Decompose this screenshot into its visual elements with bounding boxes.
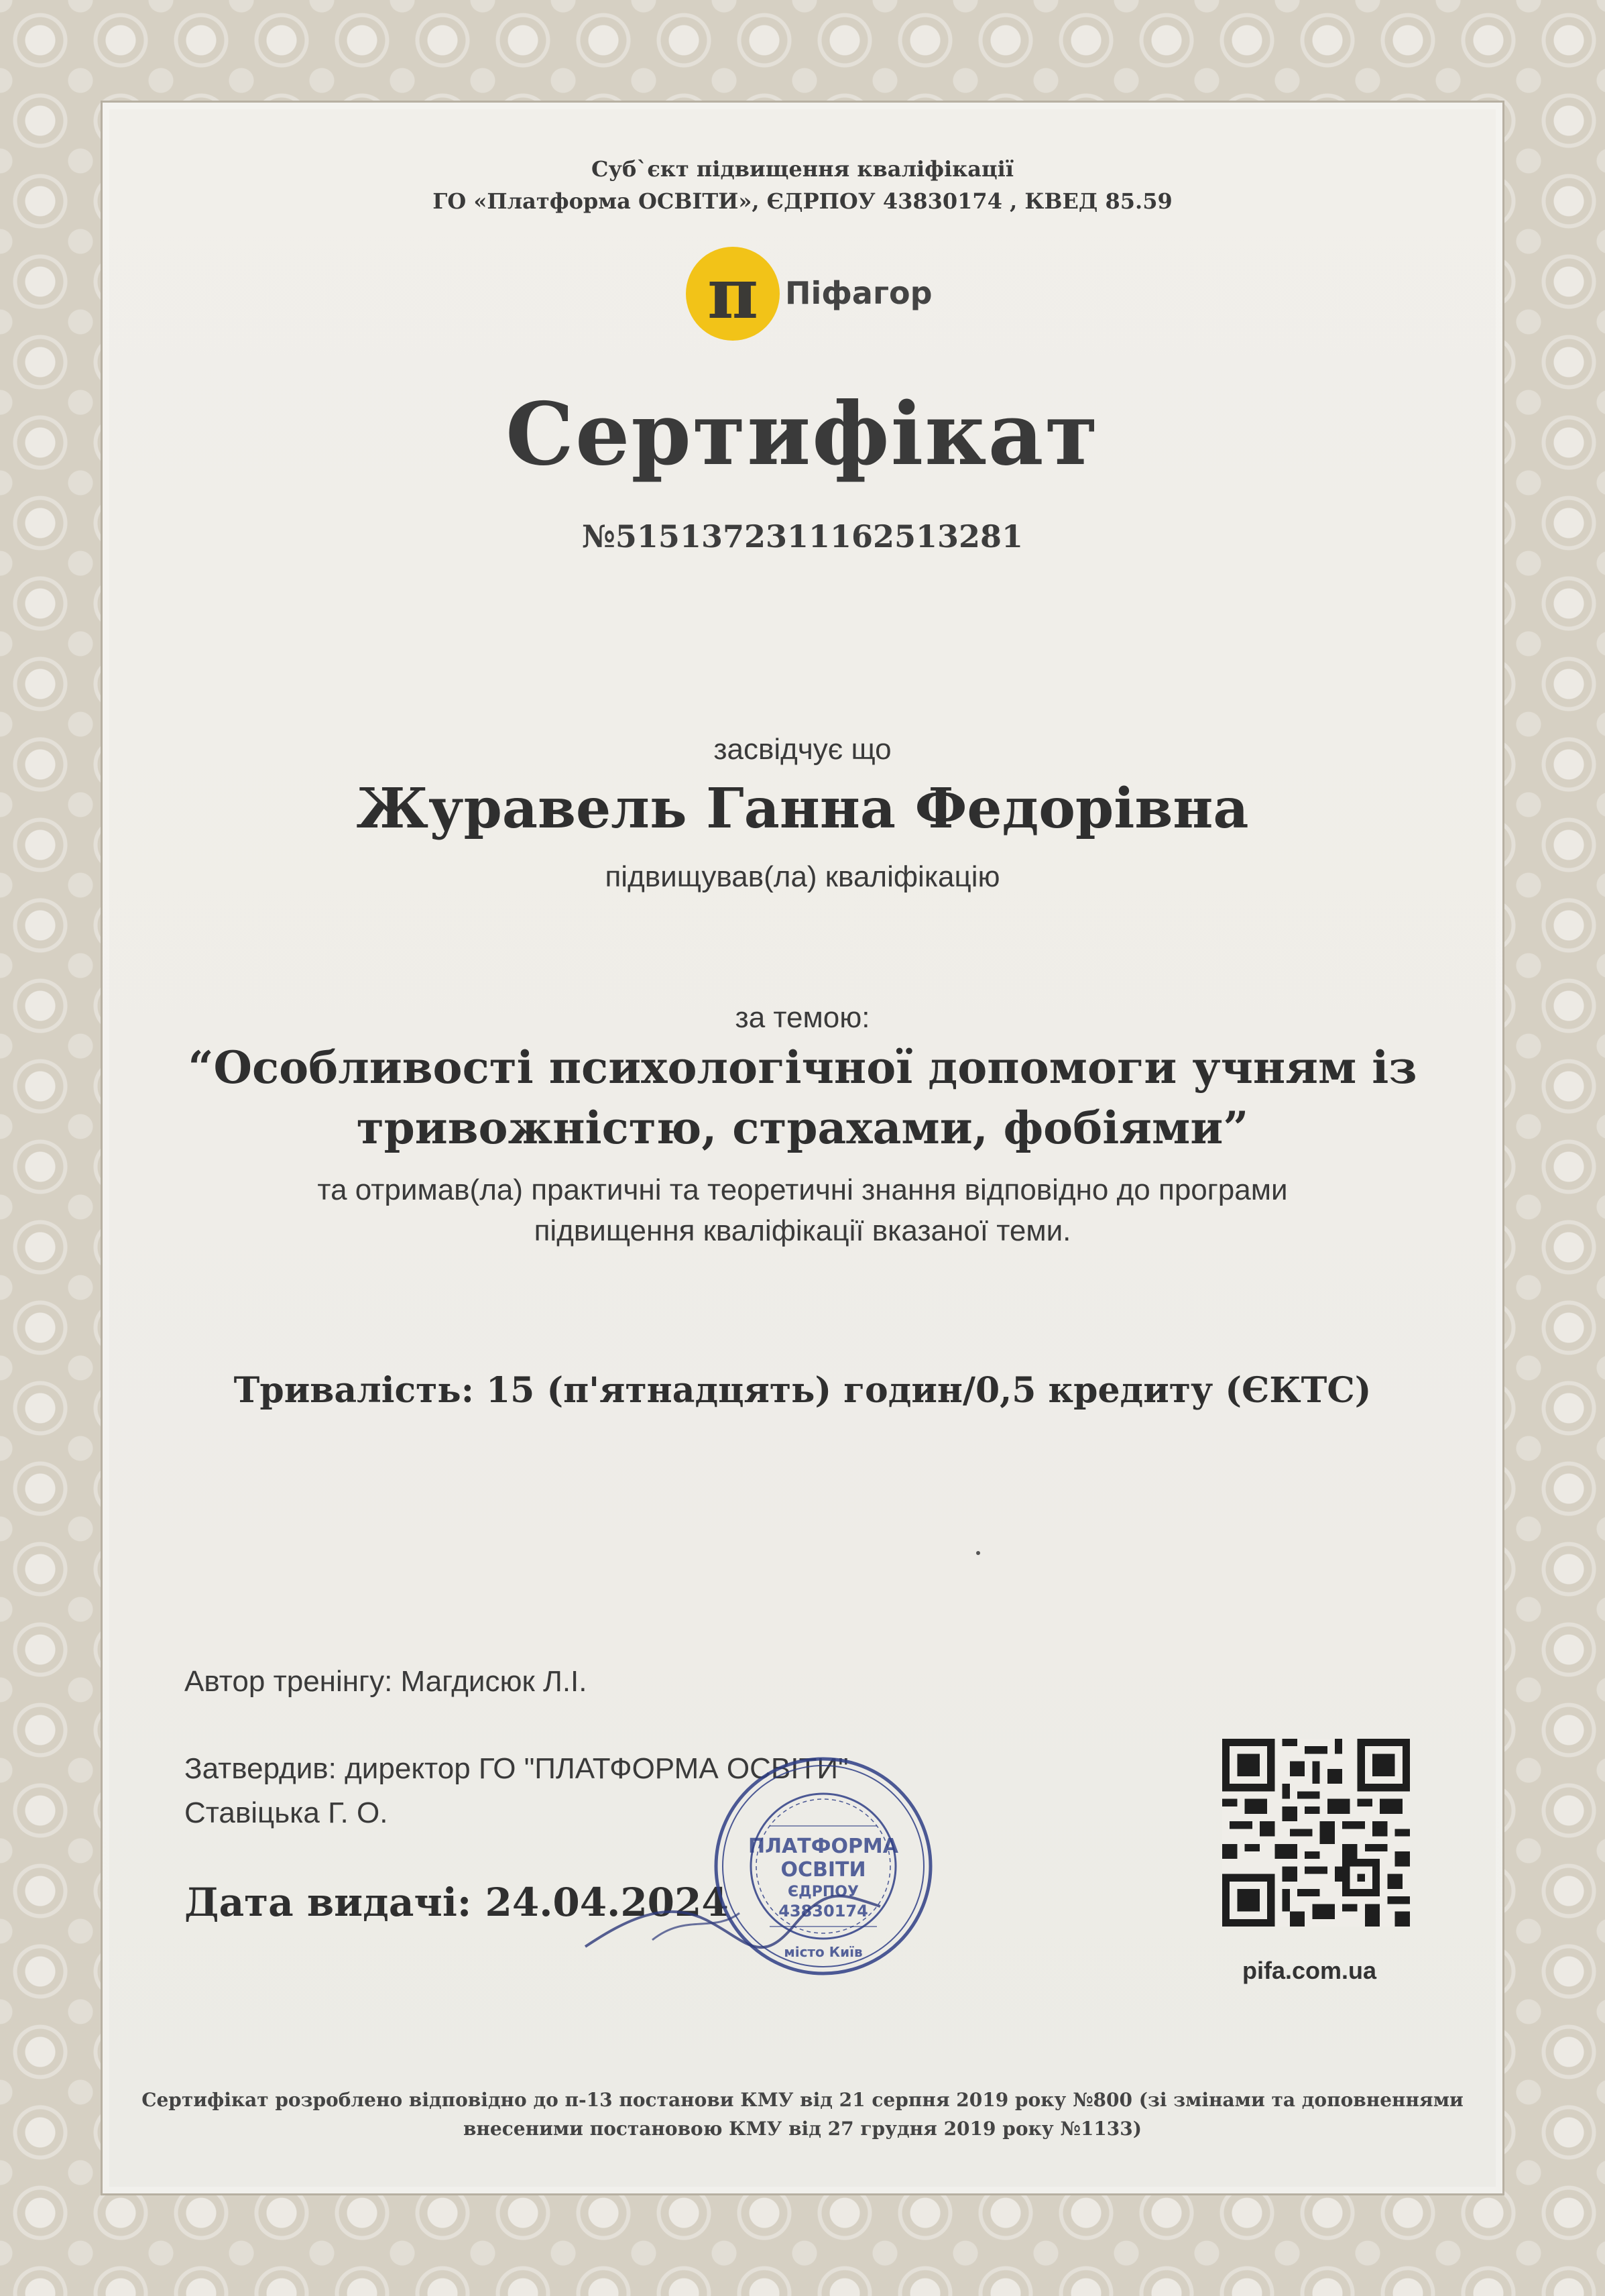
stamp-city: місто Київ <box>784 1944 863 1960</box>
issue-date: Дата видачі: 24.04.2024 <box>184 1880 729 1925</box>
certificate-frame <box>101 101 1504 2195</box>
footer-line-1: Сертифікат розроблено відповідно до п-13 постанови КМУ від 21 серпня 2019 року №800 (зі змінами та доповненнями <box>141 2089 1464 2111</box>
qr-code <box>1222 1739 1410 1927</box>
received-text-2: підвищення кваліфікації вказаної теми. <box>534 1214 1071 1247</box>
duration: Тривалість: 15 (п'ятнадцять) годин/0,5 кредиту (ЄКТС) <box>233 1370 1372 1411</box>
logo-name: Піфагор <box>785 275 933 311</box>
certificate-title: Сертифікат <box>506 384 1099 485</box>
received-text-1: та отримав(ла) практичні та теоретичні знання відповідно до програми <box>317 1173 1288 1206</box>
website-link[interactable]: pifa.com.ua <box>1242 1957 1377 1984</box>
topic-line-2: тривожністю, страхами, фобіями” <box>356 1102 1249 1154</box>
issuer-line-2: ГО «Платформа ОСВІТИ», ЄДРПОУ 43830174 , КВЕД 85.59 <box>432 188 1173 214</box>
certificate-number: №5151372311162513281 <box>581 518 1024 555</box>
qualification-text: підвищував(ла) кваліфікацію <box>605 860 1000 893</box>
stamp-code: 43830174 <box>778 1902 868 1920</box>
topic-line-1: “Особливості психологічної допомоги учням із <box>188 1041 1417 1094</box>
certifies-text: засвідчує що <box>713 733 892 766</box>
recipient-name: Журавель Ганна Федорівна <box>356 777 1249 841</box>
footer-line-2: внесеними постановою КМУ від 27 грудня 2019 року №1133) <box>463 2118 1142 2140</box>
stamp-code-label: ЄДРПОУ <box>788 1884 859 1900</box>
stamp-name-2: ОСВІТИ <box>780 1858 866 1882</box>
issuer-line-1: Суб`єкт підвищення кваліфікації <box>591 156 1014 182</box>
stamp-name-1: ПЛАТФОРМА <box>748 1835 899 1858</box>
approved-by-line-1: Затвердив: директор ГО "ПЛАТФОРМА ОСВІТИ" <box>184 1752 849 1785</box>
training-author: Автор тренінгу: Магдисюк Л.І. <box>184 1665 587 1698</box>
pi-icon: π <box>686 247 780 341</box>
approved-by-line-2: Ставіцька Г. О. <box>184 1796 388 1829</box>
ink-dot <box>976 1551 980 1555</box>
pifagor-logo <box>686 247 933 347</box>
signature <box>572 1873 894 1980</box>
topic-intro: за темою: <box>735 1001 870 1034</box>
